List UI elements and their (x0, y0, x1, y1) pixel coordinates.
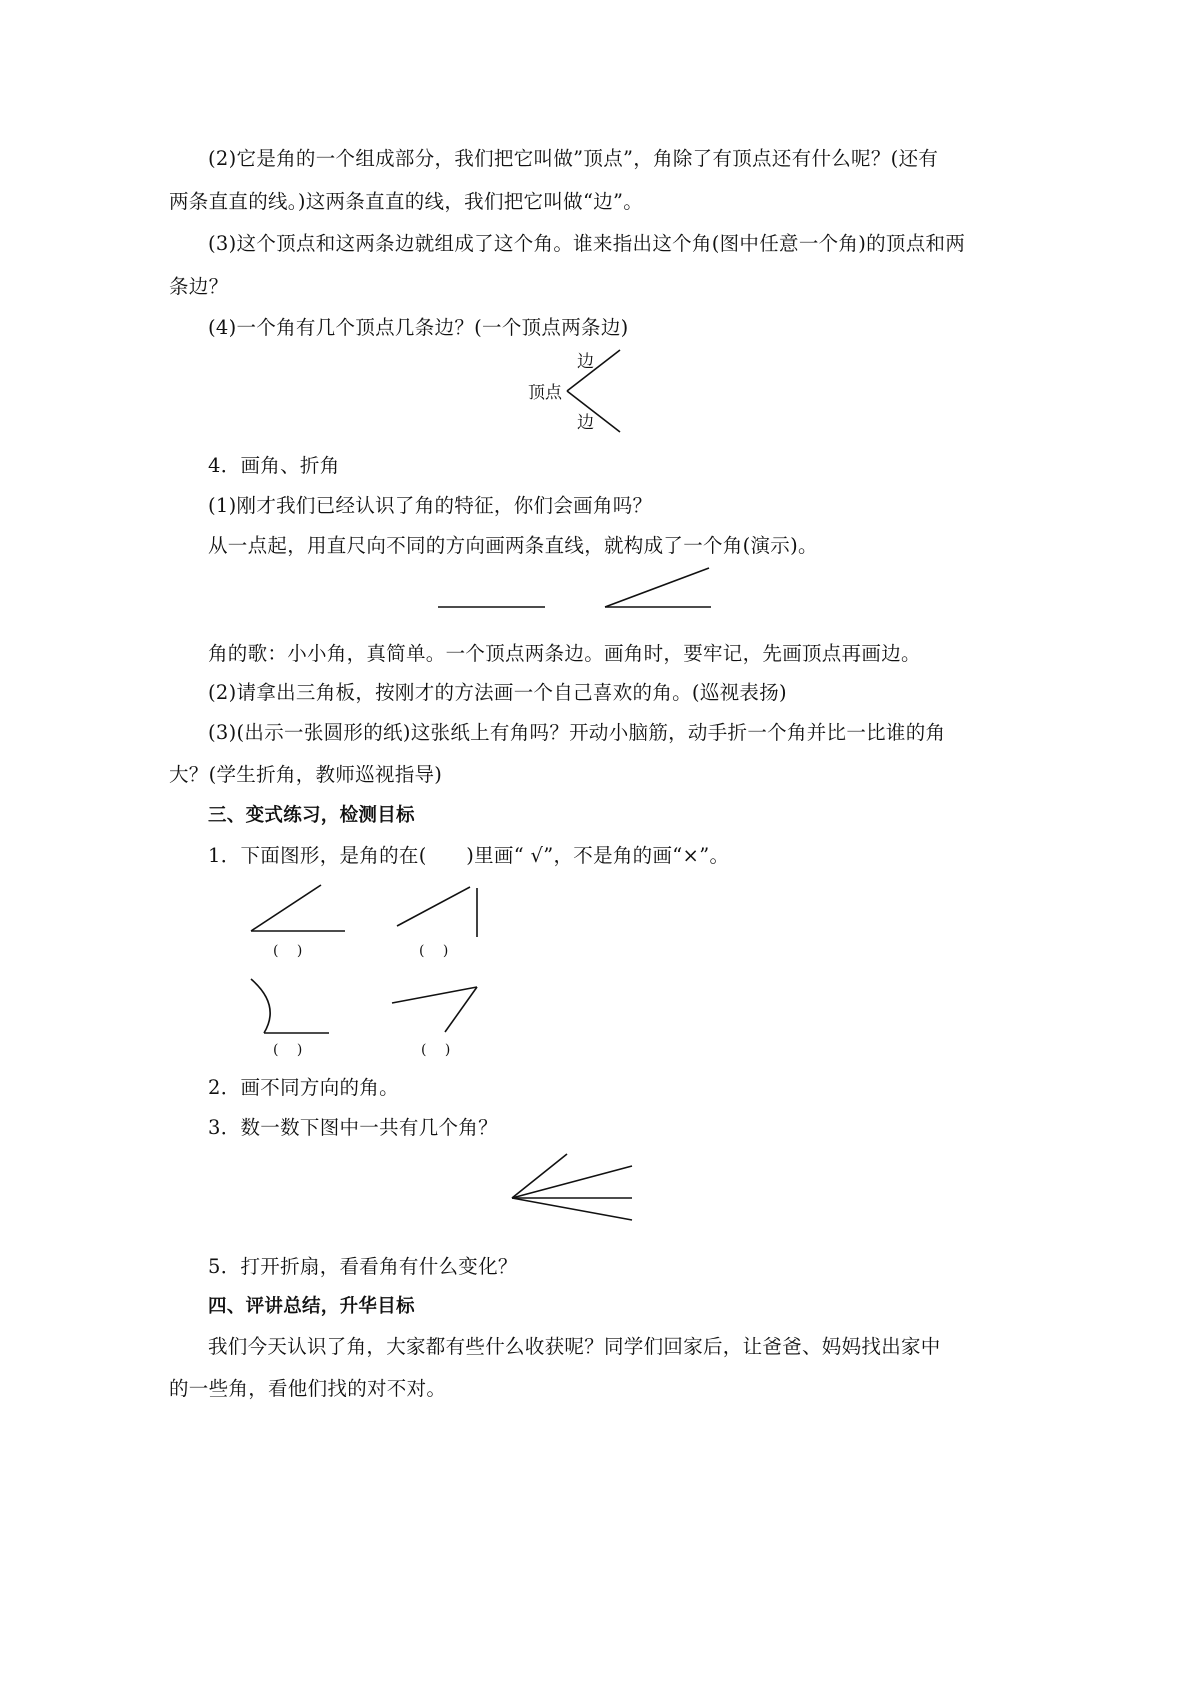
text-line-2: 两条直直的线。)这两条直直的线，我们把它叫做“边”。 (169, 190, 644, 213)
figure-1-answer-paren[interactable]: ( ) (273, 943, 303, 959)
text-line-11: (3)(出示一张圆形的纸)这张纸上有角吗？开动小脑筋，动手折一个角并比一比谁的角 (208, 721, 946, 744)
ray-4 (512, 1198, 632, 1220)
figure-2-answer-paren[interactable]: ( ) (419, 943, 449, 959)
section-heading-3: 三、变式练习，检测目标 (208, 805, 415, 826)
figure-3-curve (251, 979, 270, 1033)
figure-1-arm (251, 885, 321, 931)
text-line-17: 5．打开折扇，看看角有什么变化？ (208, 1255, 518, 1278)
text-line-8: 从一点起，用直尺向不同的方向画两条直线，就构成了一个角(演示)。 (208, 534, 818, 557)
text-line-20: 的一些角，看他们找的对不对。 (169, 1377, 447, 1400)
text-line-6: 4．画角、折角 (208, 454, 340, 477)
text-line-7: (1)刚才我们已经认识了角的特征，你们会画角吗？ (208, 494, 653, 517)
text-line-1: (2)它是角的一个组成部分，我们把它叫做”顶点”，角除了有顶点还有什么呢？(还有 (208, 147, 939, 170)
edge-top-label: 边 (577, 352, 594, 372)
vertex-label: 顶点 (528, 383, 562, 403)
section-heading-4: 四、评讲总结，升华目标 (208, 1296, 415, 1317)
edge-bottom-label: 边 (577, 413, 594, 433)
figure-3-answer-paren[interactable]: ( ) (273, 1042, 303, 1058)
text-line-9: 角的歌：小小角，真简单。一个顶点两条边。画角时，要牢记，先画顶点再画边。 (208, 642, 921, 665)
text-line-14: 1．下面图形，是角的在( )里画“ √”，不是角的画“×”。 (208, 844, 730, 867)
text-line-4: 条边？ (169, 275, 229, 298)
figure-2-arm (397, 887, 470, 926)
text-line-16: 3．数一数下图中一共有几个角？ (208, 1116, 498, 1139)
text-line-10: (2)请拿出三角板，按刚才的方法画一个自己喜欢的角。(巡视表扬) (208, 681, 787, 704)
figure-4-arm (392, 987, 477, 1003)
figure-4-answer-paren[interactable]: ( ) (421, 1042, 451, 1058)
text-line-5: (4)一个角有几个顶点几条边？(一个顶点两条边) (208, 316, 629, 339)
figure-4-second-arm (445, 987, 477, 1032)
text-line-3: (3)这个顶点和这两条边就组成了这个角。谁来指出这个角(图中任意一个角)的顶点和两 (208, 232, 966, 255)
text-line-15: 2．画不同方向的角。 (208, 1076, 399, 1099)
demo-angle-arm (605, 568, 709, 607)
text-line-19: 我们今天认识了角，大家都有些什么收获呢？同学们回家后，让爸爸、妈妈找出家中 (208, 1335, 941, 1358)
ray-1 (512, 1154, 567, 1198)
ray-2 (512, 1166, 632, 1198)
text-line-12: 大？(学生折角，教师巡视指导) (169, 763, 443, 786)
